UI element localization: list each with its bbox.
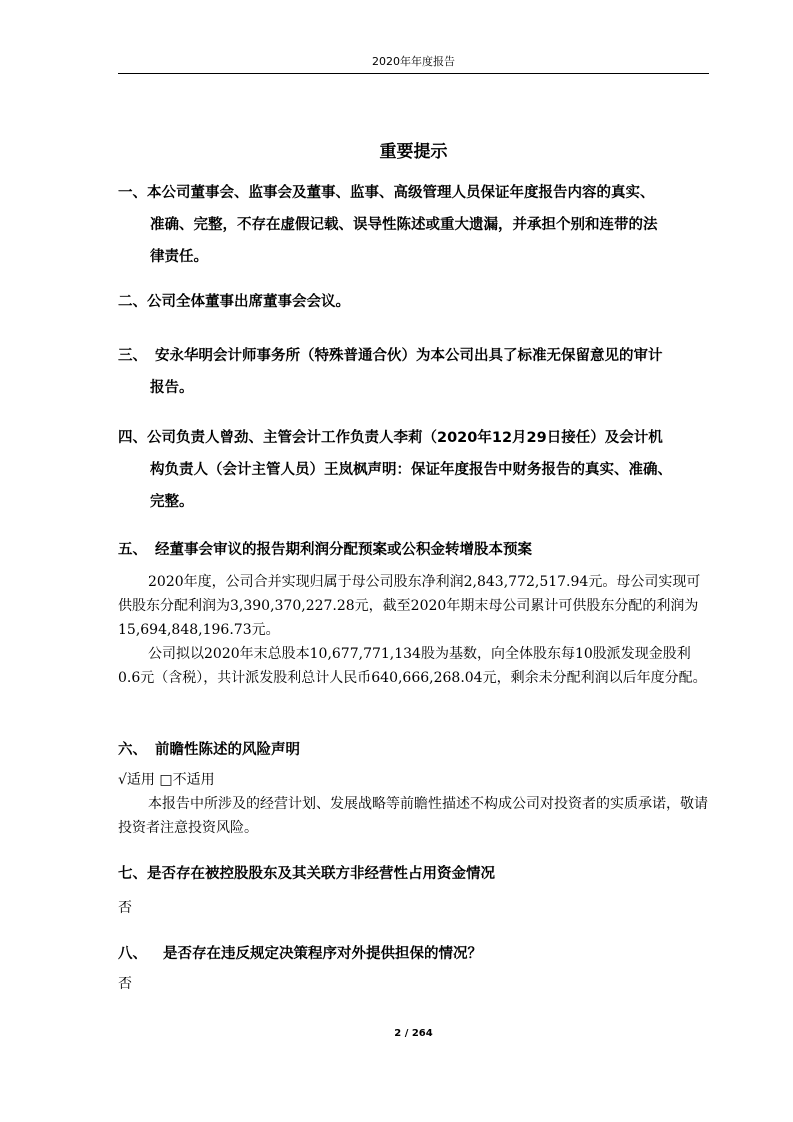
item-text-line: 公司负责人曾劲、主管会计工作负责人李莉（2020年12月29日接任）及会计机: [147, 430, 663, 446]
section-6-heading: [118, 740, 708, 760]
item-text-line: 安永华明会计师事务所（特殊普通合伙）为本公司出具了标准无保留意见的审计: [155, 348, 663, 364]
section-6-body: [118, 768, 708, 840]
section-8-answer: 否: [118, 976, 132, 992]
item-number: 四、: [118, 430, 147, 446]
profit-paragraph: 2020年度，公司合并实现归属于母公司股东净利润2,843,772,517.94元。母公司实现可供股东分配利润为3,390,370,227.28元，截至2020年期末母公司累计可供股东分配的利润为15,694,848,196.73元。: [118, 574, 701, 638]
dividend-paragraph: 公司拟以2020年末总股本10,677,771,134股为基数，向全体股东每10股派发现金股利0.6元（含税），共计派发股利总计人民币640,666,268.04元，剩余未分配利润以后年度分配。: [118, 646, 707, 686]
section-title: 是否存在违反规定决策程序对外提供担保的情况？: [163, 946, 482, 962]
running-header: 2020年年度报告: [372, 55, 455, 68]
item-text-line: 报告。: [150, 380, 194, 396]
section-title: 经董事会审议的报告期利润分配预案或公积金转增股本预案: [155, 542, 532, 558]
section-8-heading: [118, 944, 708, 964]
item-number: 二、: [118, 294, 147, 310]
item-text-line: 公司全体董事出席董事会会议。: [147, 294, 350, 310]
notice-item-4: [118, 422, 708, 518]
section-5-body: [118, 570, 708, 690]
section-number: 五、: [118, 542, 147, 558]
item-text-line: 构负责人（会计主管人员）王岚枫声明：保证年度报告中财务报告的真实、准确、: [150, 462, 672, 478]
applicability-choice: √适用 □不适用: [118, 772, 215, 788]
risk-paragraph: 本报告中所涉及的经营计划、发展战略等前瞻性描述不构成公司对投资者的实质承诺，敬请投资者注意投资风险。: [118, 796, 708, 836]
item-text-line: 完整。: [150, 494, 194, 510]
section-number: 八、: [118, 946, 147, 962]
section-title: 是否存在被控股股东及其关联方非经营性占用资金情况: [147, 866, 495, 882]
section-number: 七、: [118, 866, 147, 882]
section-7-heading: [118, 864, 708, 884]
section-title: 前瞻性陈述的风险声明: [155, 742, 300, 758]
item-text-line: 本公司董事会、监事会及董事、监事、高级管理人员保证年度报告内容的真实、: [147, 185, 655, 201]
section-number: 六、: [118, 742, 147, 758]
page-title: 重要提示: [379, 142, 448, 162]
item-number: 三、: [118, 348, 147, 364]
page-number: 2 / 264: [394, 1028, 433, 1039]
item-text-line: 准确、完整，不存在虚假记载、误导性陈述或重大遗漏，并承担个别和连带的法: [150, 217, 658, 233]
notice-item-2: [118, 286, 708, 318]
notice-item-3: [118, 340, 708, 404]
item-number: 一、: [118, 185, 147, 201]
section-5-heading: [118, 540, 708, 560]
notice-item-1: [118, 177, 708, 273]
section-7-answer: 否: [118, 900, 132, 916]
header-rule: [118, 73, 709, 74]
item-text-line: 律责任。: [150, 249, 208, 265]
